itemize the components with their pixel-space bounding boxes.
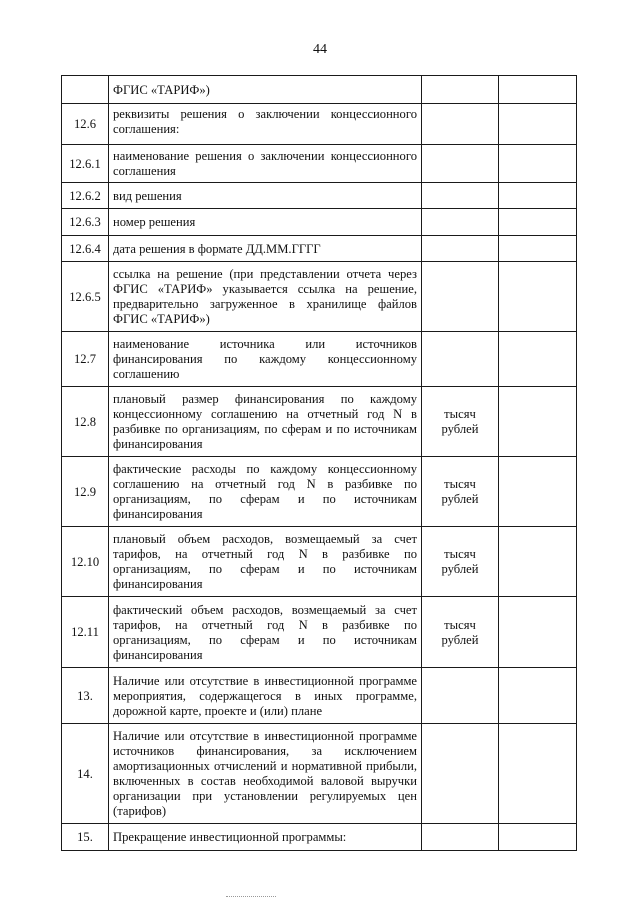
row-description: реквизиты решения о заключении концессионного соглашения:	[109, 104, 422, 145]
table-row	[62, 527, 577, 597]
table-row	[62, 145, 577, 183]
row-number: 12.9	[62, 457, 109, 527]
row-value-cell	[499, 457, 577, 527]
row-description: плановый объем расходов, возмещаемый за счет тарифов, на отчетный год N в разбивке по организациям, по сферам и по источникам финансирования	[109, 527, 422, 597]
table-row	[62, 597, 577, 668]
row-unit	[422, 76, 499, 104]
row-number: 12.10	[62, 527, 109, 597]
row-unit	[422, 824, 499, 851]
row-number	[62, 76, 109, 104]
row-value-cell	[499, 668, 577, 724]
table-row	[62, 76, 577, 104]
row-unit	[422, 209, 499, 236]
row-number: 12.6.4	[62, 236, 109, 262]
row-description: Наличие или отсутствие в инвестиционной программе источников финансирования, за исключением амортизационных отчислений и нормативной прибыли, включенных в состав необходимой валовой выручки организации при установлении регулируемых цен (тарифов)	[109, 724, 422, 824]
row-unit: тысяч рублей	[422, 597, 499, 668]
row-value-cell	[499, 724, 577, 824]
row-number: 12.6.5	[62, 262, 109, 332]
row-value-cell	[499, 104, 577, 145]
row-number: 13.	[62, 668, 109, 724]
row-description: Прекращение инвестиционной программы:	[109, 824, 422, 851]
row-value-cell	[499, 387, 577, 457]
row-unit	[422, 332, 499, 387]
row-description: наименование решения о заключении концессионного соглашения	[109, 145, 422, 183]
row-number: 12.8	[62, 387, 109, 457]
row-unit	[422, 183, 499, 209]
row-description: фактический объем расходов, возмещаемый за счет тарифов, на отчетный год N в разбивке по организациям, по сферам и по источникам финансирования	[109, 597, 422, 668]
table-row	[62, 668, 577, 724]
row-description: ФГИС «ТАРИФ»)	[109, 76, 422, 104]
table-row	[62, 824, 577, 851]
row-unit: тысяч рублей	[422, 457, 499, 527]
row-description: плановый размер финансирования по каждому концессионному соглашению на отчетный год N в разбивке по организациям, по сферам и по источникам финансирования	[109, 387, 422, 457]
row-value-cell	[499, 183, 577, 209]
row-number: 12.6	[62, 104, 109, 145]
row-description: Наличие или отсутствие в инвестиционной программе мероприятия, содержащегося в иных программе, дорожной карте, проекте и (или) плане	[109, 668, 422, 724]
row-value-cell	[499, 76, 577, 104]
table-row	[62, 332, 577, 387]
row-description: номер решения	[109, 209, 422, 236]
row-number: 12.7	[62, 332, 109, 387]
scan-artifact	[226, 896, 276, 898]
row-number: 14.	[62, 724, 109, 824]
row-unit	[422, 668, 499, 724]
row-description: вид решения	[109, 183, 422, 209]
row-description: ссылка на решение (при представлении отчета через ФГИС «ТАРИФ» указывается ссылка на решение, предварительно загруженное в хранилище файлов ФГИС «ТАРИФ»)	[109, 262, 422, 332]
row-description: дата решения в формате ДД.ММ.ГГГГ	[109, 236, 422, 262]
row-number: 15.	[62, 824, 109, 851]
table-row	[62, 236, 577, 262]
row-value-cell	[499, 824, 577, 851]
table-row	[62, 387, 577, 457]
row-number: 12.6.3	[62, 209, 109, 236]
page-number: 44	[313, 42, 327, 57]
row-unit	[422, 236, 499, 262]
table-row	[62, 724, 577, 824]
row-description: наименование источника или источников финансирования по каждому концессионному соглашению	[109, 332, 422, 387]
row-value-cell	[499, 527, 577, 597]
row-number: 12.11	[62, 597, 109, 668]
report-table	[61, 75, 577, 851]
row-value-cell	[499, 597, 577, 668]
row-unit	[422, 104, 499, 145]
row-value-cell	[499, 209, 577, 236]
row-number: 12.6.1	[62, 145, 109, 183]
table-row	[62, 104, 577, 145]
table-row	[62, 262, 577, 332]
table-row	[62, 457, 577, 527]
row-unit: тысяч рублей	[422, 387, 499, 457]
row-description: фактические расходы по каждому концессионному соглашению на отчетный год N в разбивке по организациям, по сферам и по источникам финансирования	[109, 457, 422, 527]
row-unit	[422, 724, 499, 824]
row-value-cell	[499, 145, 577, 183]
row-unit	[422, 262, 499, 332]
row-unit: тысяч рублей	[422, 527, 499, 597]
row-value-cell	[499, 236, 577, 262]
table-row	[62, 209, 577, 236]
row-unit	[422, 145, 499, 183]
row-value-cell	[499, 262, 577, 332]
table-row	[62, 183, 577, 209]
row-number: 12.6.2	[62, 183, 109, 209]
row-value-cell	[499, 332, 577, 387]
